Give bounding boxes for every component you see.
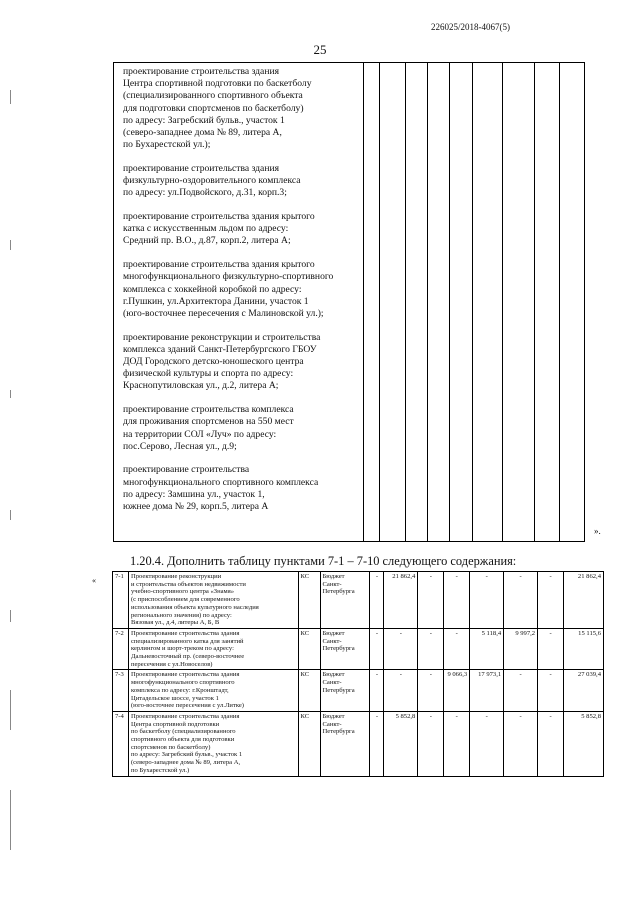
source-line: Петербурга [322, 686, 355, 694]
description-line: Проектирование строительства здания [130, 671, 240, 679]
paragraph-line: проектирование реконструкции и строительства [123, 331, 321, 343]
value-cell: - [444, 711, 470, 776]
description-line: Цитадельское шоссе, участок 1 [130, 694, 219, 702]
project-paragraph [123, 404, 355, 453]
value-cell: - [538, 628, 564, 670]
table-row [113, 572, 604, 629]
value-cell: 15 115,6 [564, 628, 604, 670]
description-line: комплекса по адресу: г.Кронштадт, [130, 686, 229, 694]
paragraph-line: Центра спортивной подготовки по баскетболу [123, 78, 312, 90]
description-line: спортсменов по баскетболу) [130, 743, 211, 751]
value-cell: - [504, 711, 538, 776]
source-line: Петербурга [322, 728, 355, 736]
paragraph-line: для подготовки спортсменов по баскетболу) [123, 102, 304, 114]
paragraph-line: ДОД Городского детско-юношеского центра [123, 356, 304, 368]
value-cell: - [538, 711, 564, 776]
page-number: 25 [313, 42, 327, 57]
row-number: 7-1 [113, 572, 129, 629]
value-cell: 5 852,8 [384, 711, 418, 776]
table-row [113, 670, 604, 712]
row-number: 7-4 [113, 711, 129, 776]
continuation-table [113, 62, 585, 542]
row-description [128, 670, 298, 712]
column-divider [472, 63, 473, 541]
column-divider [427, 63, 428, 541]
value-cell: 5 852,8 [564, 711, 604, 776]
row-code: КС [298, 711, 320, 776]
source-line: Бюджет [322, 629, 345, 637]
paragraph-line: многофункционального спортивного комплекса [123, 476, 319, 488]
description-line: специализированного катка для занятий [130, 637, 244, 645]
value-cell: - [470, 711, 504, 776]
value-cell: - [384, 670, 418, 712]
column-divider [502, 63, 503, 541]
projects-table [112, 571, 604, 777]
source-line: Бюджет [322, 671, 345, 679]
value-cell: 21 862,4 [384, 572, 418, 629]
source-line: Бюджет [322, 573, 345, 580]
opening-quote: « [92, 576, 96, 585]
description-line: спортивного объекта для подготовки [130, 736, 235, 744]
table-row [113, 711, 604, 776]
source-line: Санкт- [322, 720, 342, 728]
value-cell: - [370, 572, 384, 629]
column-divider [534, 63, 535, 541]
paragraph-line: для проживания спортсменов на 550 мест [123, 416, 294, 428]
description-line: керлингом и шорт-треком по адресу: [130, 645, 234, 653]
source-line: Петербурга [322, 588, 355, 596]
project-paragraph [123, 211, 355, 248]
paragraph-line: Краснопутиловская ул., д.2, литера А; [123, 380, 279, 392]
row-code: КС [298, 572, 320, 629]
row-number: 7-2 [113, 628, 129, 670]
description-line: по баскетболу (специализированного [130, 728, 236, 736]
description-line: регионального значения) по адресу: [130, 611, 232, 619]
description-line: (северо-западнее дома № 89, литера А, [130, 759, 241, 767]
value-cell: 9 997,2 [504, 628, 538, 670]
source-line: Петербурга [322, 645, 355, 653]
paragraph-line: по адресу: ул.Подвойского, д.31, корп.3; [123, 187, 287, 199]
project-descriptions [123, 66, 355, 525]
value-cell: - [504, 670, 538, 712]
column-divider [379, 63, 380, 541]
paragraph-line: по адресу: Загребский бульв., участок 1 [123, 114, 285, 126]
paragraph-line: комплекса с хоккейной коробкой по адресу: [123, 283, 302, 295]
paragraph-line: физической культуры и спорта по адресу: [123, 368, 294, 380]
description-line: пересечения с ул.Новоселов) [130, 660, 213, 668]
value-cell: - [418, 628, 444, 670]
row-description [128, 711, 298, 776]
row-number: 7-3 [113, 670, 129, 712]
value-cell: - [370, 711, 384, 776]
source-line: Санкт- [322, 679, 342, 687]
scan-margin-marks [8, 90, 14, 890]
value-cell: 21 862,4 [564, 572, 604, 629]
paragraph-line: (юго-восточнее пересечения с Малиновской ул.); [123, 307, 324, 319]
row-funding-source [320, 711, 370, 776]
paragraph-line: пос.Серово, Лесная ул., д.9; [123, 440, 237, 452]
value-cell: - [538, 670, 564, 712]
paragraph-line: проектирование строительства здания [123, 66, 280, 77]
value-cell: - [418, 670, 444, 712]
paragraph-line: проектирование строительства здания крытого [123, 211, 315, 223]
project-paragraph [123, 163, 355, 200]
paragraph-line: комплекса зданий Санкт-Петербургского ГБОУ [123, 343, 317, 355]
value-cell: 17 973,1 [470, 670, 504, 712]
value-cell: 9 066,3 [444, 670, 470, 712]
paragraph-line: проектирование строительства здания крытого [123, 259, 315, 271]
row-code: КС [298, 670, 320, 712]
value-cell: - [504, 572, 538, 629]
description-line: использования объекта культурного наследия [130, 603, 259, 611]
paragraph-line: г.Пушкин, ул.Архитектора Данини, участок 1 [123, 295, 309, 307]
paragraph-line: проектирование строительства комплекса [123, 404, 294, 416]
value-cell: - [470, 572, 504, 629]
description-line: Проектирование строительства здания [130, 712, 240, 720]
document-id: 226025/2018-4067(5) [431, 22, 510, 32]
section-heading: 1.20.4. Дополнить таблицу пунктами 7-1 – 7-10 следующего содержания: [130, 554, 517, 568]
description-line: Проектирование строительства здания [130, 629, 240, 637]
project-paragraph [123, 464, 355, 513]
description-line: Дальневосточный пр. (северо-восточнее [130, 653, 245, 661]
project-paragraph [123, 332, 355, 393]
paragraph-line: (северо-западнее дома № 89, литера А, [123, 127, 282, 139]
value-cell: 5 118,4 [470, 628, 504, 670]
paragraph-line: проектирование строительства [123, 464, 250, 476]
paragraph-line: Средний пр. В.О., д.87, корп.2, литера А; [123, 235, 291, 247]
description-line: (с приспособлением для современного [130, 596, 240, 604]
description-line: (юго-восточнее пересечения с ул.Литке) [130, 702, 245, 710]
row-description [128, 628, 298, 670]
table-row [113, 628, 604, 670]
description-line: по адресу: Загребский бульв., участок 1 [130, 751, 243, 759]
source-line: Санкт- [322, 637, 342, 645]
value-cell: 27 039,4 [564, 670, 604, 712]
row-code: КС [298, 628, 320, 670]
value-cell: - [418, 572, 444, 629]
description-line: Проектирование реконструкции [130, 573, 222, 580]
row-description [128, 572, 298, 629]
paragraph-line: на территории СОЛ «Луч» по адресу: [123, 428, 277, 440]
row-funding-source [320, 572, 370, 629]
value-cell: - [444, 628, 470, 670]
value-cell: - [538, 572, 564, 629]
description-line: Вязовая ул., д.4, литеры А, Б, В [130, 619, 220, 627]
paragraph-line: по адресу: Замшина ул., участок 1, [123, 488, 265, 500]
source-line: Санкт- [322, 580, 342, 588]
source-line: Бюджет [322, 712, 345, 720]
description-line: учебно-спортивного центра «Знамя» [130, 588, 235, 596]
value-cell: - [370, 628, 384, 670]
value-cell: - [444, 572, 470, 629]
description-line: Центра спортивной подготовки [130, 720, 220, 728]
paragraph-line: (специализированного спортивного объекта [123, 90, 303, 102]
closing-quote: ». [594, 526, 601, 536]
column-divider [405, 63, 406, 541]
paragraph-line: проектирование строительства здания [123, 162, 280, 174]
paragraph-line: многофункционального физкультурно-спортивного [123, 271, 334, 283]
paragraph-line: физкультурно-оздоровительного комплекса [123, 175, 301, 187]
column-divider [449, 63, 450, 541]
column-divider [559, 63, 560, 541]
paragraph-line: катка с искусственным льдом по адресу: [123, 223, 289, 235]
project-paragraph [123, 259, 355, 320]
description-line: многофункционального спортивного [130, 679, 235, 687]
column-divider [363, 63, 364, 541]
value-cell: - [370, 670, 384, 712]
value-cell: - [418, 711, 444, 776]
row-funding-source [320, 670, 370, 712]
paragraph-line: южнее дома № 29, корп.5, литера А [123, 501, 269, 513]
description-line: по Бухарестской ул.) [130, 766, 190, 774]
project-paragraph [123, 66, 355, 151]
description-line: и строительства объектов недвижимости [130, 580, 246, 588]
value-cell: - [384, 628, 418, 670]
paragraph-line: по Бухарестской ул.); [123, 139, 211, 151]
row-funding-source [320, 628, 370, 670]
